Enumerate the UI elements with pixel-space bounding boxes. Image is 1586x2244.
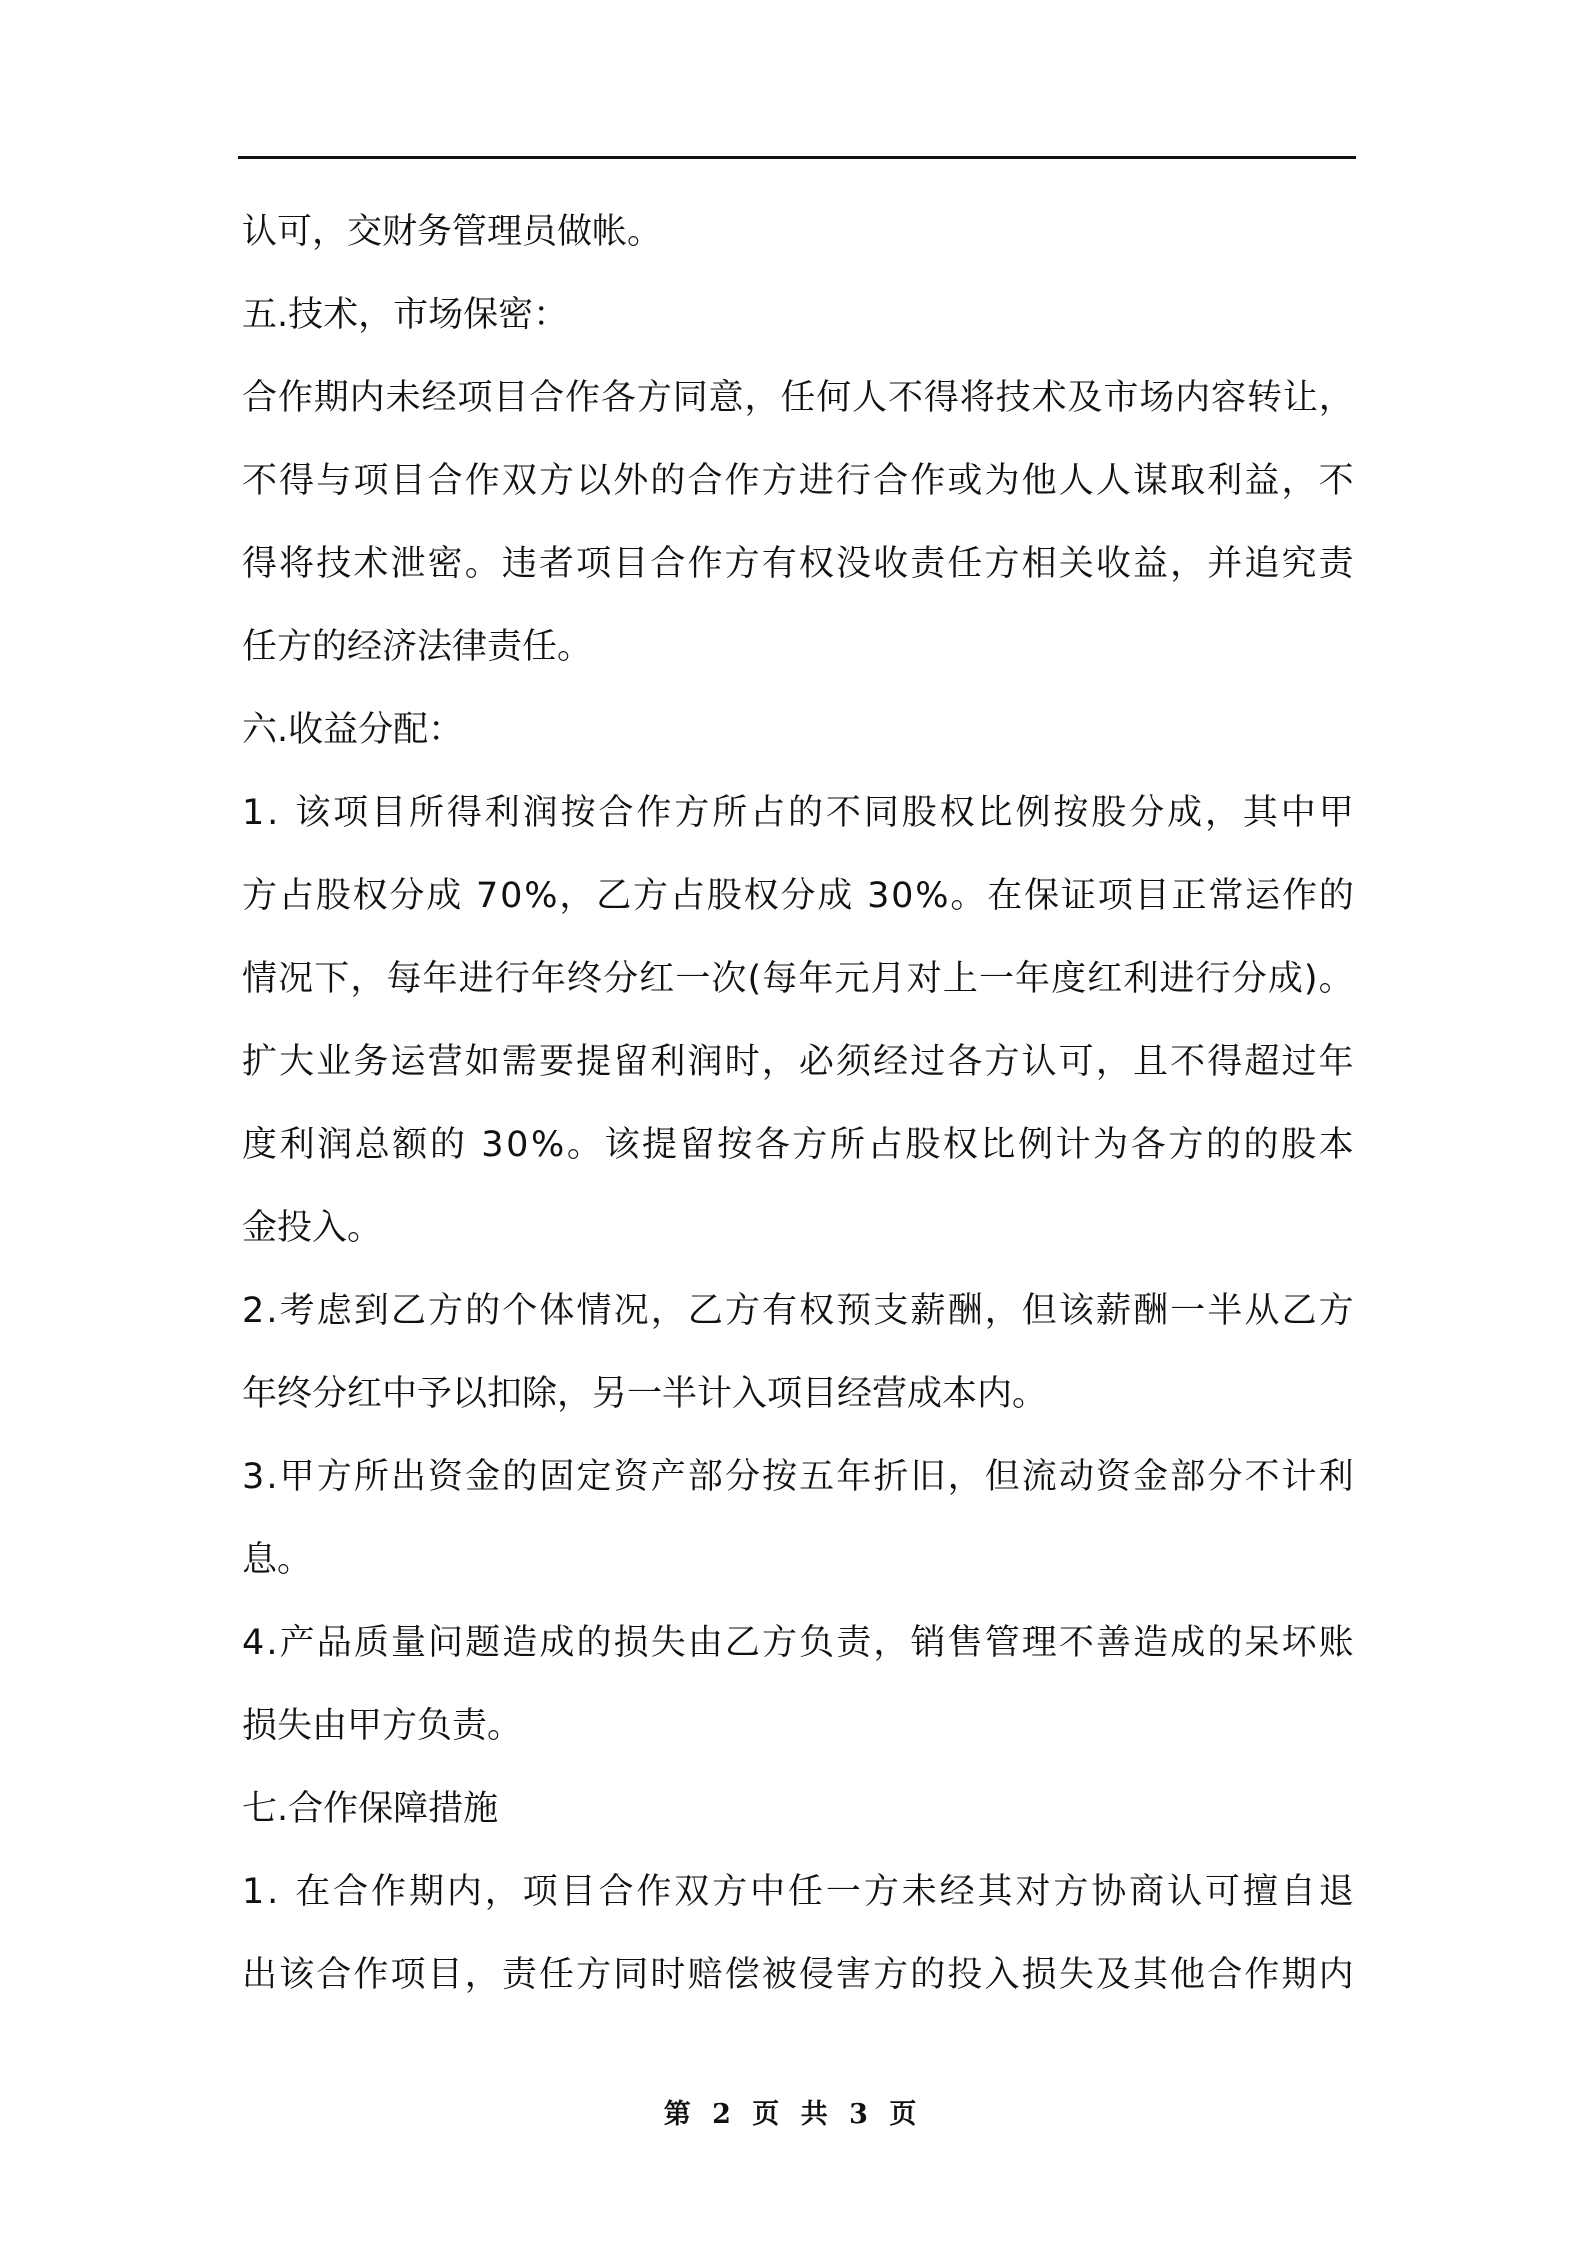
text-line: 五.技术，市场保密： xyxy=(242,295,569,335)
footer-suffix: 页 xyxy=(889,2099,923,2130)
text-line: 合 作 期 内 未 经 项 目 合 作 各 方 同 意 ， 任 何 人 不 得 将 技 术 及 市 场 内 容 转 让 ， xyxy=(242,378,1354,418)
text-line: 息。 xyxy=(242,1540,313,1580)
text-line: 金投入。 xyxy=(242,1208,383,1248)
text-line: 方 占 股 权 分 成 7 0 % ， 乙 方 占 股 权 分 成 3 0 % 。 在 保 证 项 目 正 常 运 作 的 xyxy=(242,876,1354,916)
text-line: 情 况 下 ， 每 年 进 行 年 终 分 红 一 次 ( 每 年 元 月 对 上 一 年 度 红 利 进 行 分 成 ) 。 xyxy=(242,959,1354,999)
text-line: 度 利 润 总 额 的 3 0 % 。 该 提 留 按 各 方 所 占 股 权 比 例 计 为 各 方 的 的 股 本 xyxy=(242,1125,1354,1165)
footer-total-pages: 3 xyxy=(849,2099,874,2130)
text-line: 扩 大 业 务 运 营 如 需 要 提 留 利 润 时 ， 必 须 经 过 各 方 认 可 ， 且 不 得 超 过 年 xyxy=(242,1042,1354,1082)
page-footer xyxy=(0,2092,1586,2131)
text-line: 得 将 技 术 泄 密 。 违 者 项 目 合 作 方 有 权 没 收 责 任 方 相 关 收 益 ， 并 追 究 责 xyxy=(242,544,1354,584)
text-line: 任方的经济法律责任。 xyxy=(242,627,593,667)
text-line: 年终分红中予以扣除，另一半计入项目经营成本内。 xyxy=(242,1374,1048,1414)
text-line: 1 . 该 项 目 所 得 利 润 按 合 作 方 所 占 的 不 同 股 权 比 例 按 股 分 成 ， 其 中 甲 xyxy=(242,793,1354,833)
text-line: 1 . 在 合 作 期 内 ， 项 目 合 作 双 方 中 任 一 方 未 经 其 对 方 协 商 认 可 擅 自 退 xyxy=(242,1872,1354,1912)
text-line: 七.合作保障措施 xyxy=(242,1789,499,1829)
header-rule xyxy=(238,156,1356,159)
document-body xyxy=(242,204,1354,2030)
text-line: 出 该 合 作 项 目 ， 责 任 方 同 时 赔 偿 被 侵 害 方 的 投 入 损 失 及 其 他 合 作 期 内 xyxy=(242,1955,1354,1995)
footer-prefix: 第 xyxy=(663,2099,697,2130)
footer-mid: 页 共 xyxy=(752,2099,834,2130)
text-line: 4 . 产 品 质 量 问 题 造 成 的 损 失 由 乙 方 负 责 ， 销 售 管 理 不 善 造 成 的 呆 坏 账 xyxy=(242,1623,1354,1663)
text-line: 不 得 与 项 目 合 作 双 方 以 外 的 合 作 方 进 行 合 作 或 为 他 人 人 谋 取 利 益 ， 不 xyxy=(242,461,1354,501)
text-line: 2 . 考 虑 到 乙 方 的 个 体 情 况 ， 乙 方 有 权 预 支 薪 酬 ， 但 该 薪 酬 一 半 从 乙 方 xyxy=(242,1291,1354,1331)
text-line: 认可，交财务管理员做帐。 xyxy=(242,212,663,252)
text-line: 3 . 甲 方 所 出 资 金 的 固 定 资 产 部 分 按 五 年 折 旧 ， 但 流 动 资 金 部 分 不 计 利 xyxy=(242,1457,1354,1497)
text-line: 六.收益分配： xyxy=(242,710,464,750)
footer-current-page: 2 xyxy=(712,2099,737,2130)
text-line: 损失由甲方负责。 xyxy=(242,1706,523,1746)
